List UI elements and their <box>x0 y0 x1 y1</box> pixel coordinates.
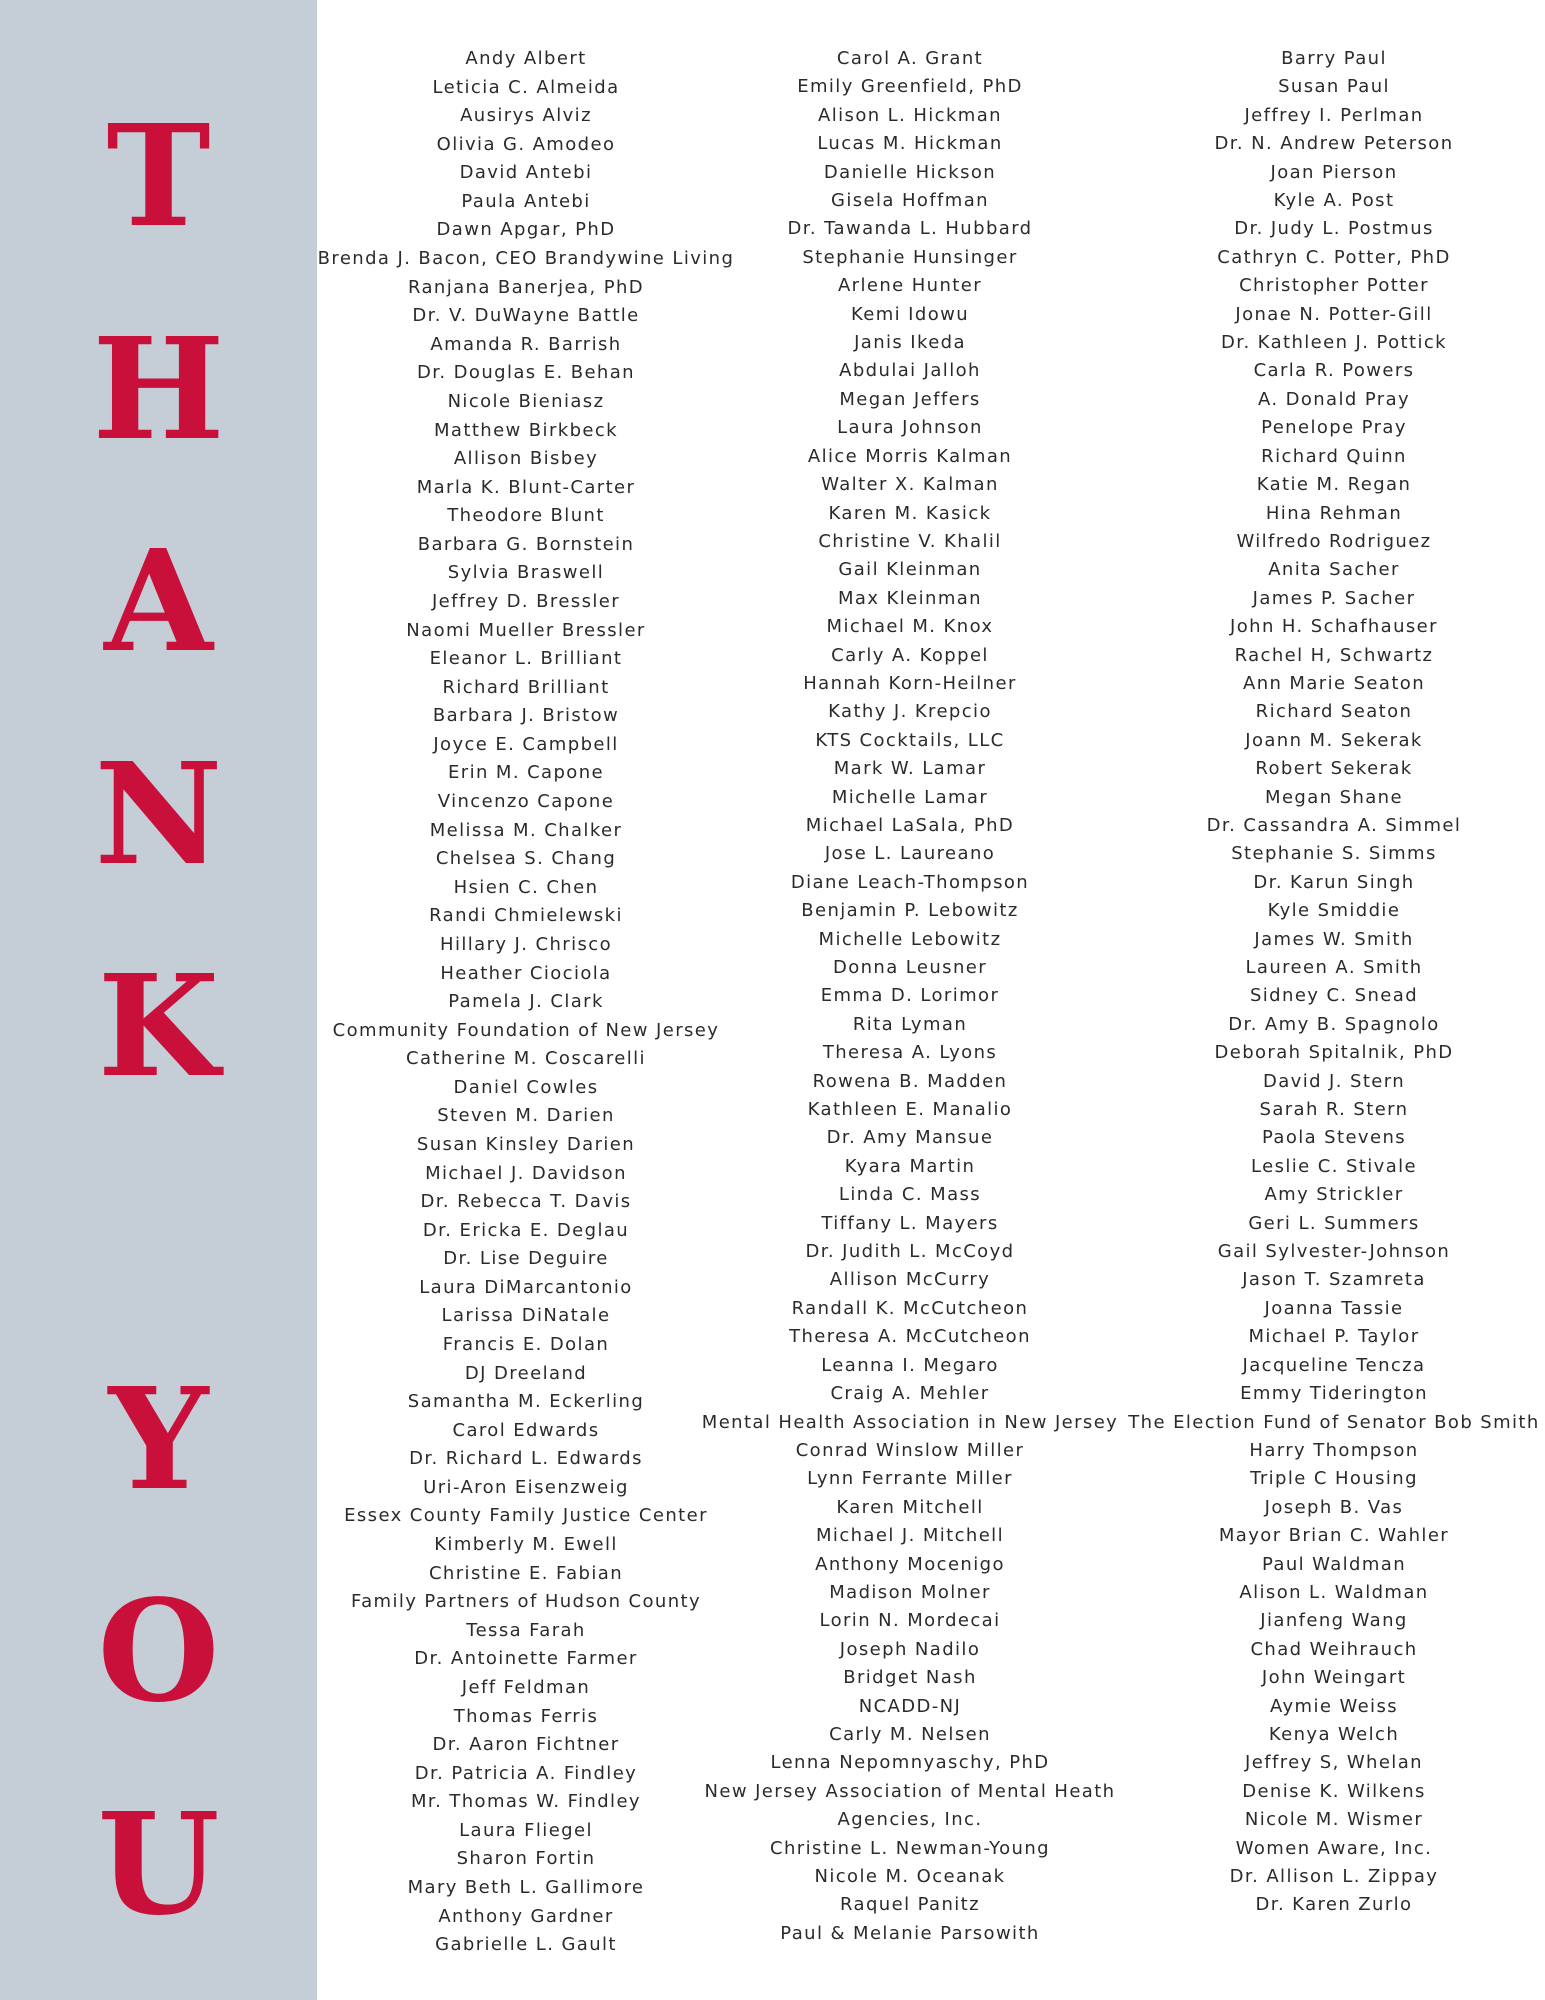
donor-name: Stephanie S. Simms <box>1231 843 1437 865</box>
donor-name: Aymie Weiss <box>1269 1695 1399 1717</box>
heading-letter-n: N <box>94 733 223 897</box>
donor-name: Larissa DiNatale <box>441 1305 611 1327</box>
donor-name: Vincenzo Capone <box>437 791 615 813</box>
donor-name: Dr. Rebecca T. Davis <box>420 1191 632 1213</box>
donor-name: Samantha M. Eckerling <box>407 1391 645 1413</box>
donor-name: Matthew Birkbeck <box>434 419 618 441</box>
donor-name: DJ Dreeland <box>464 1362 588 1384</box>
donor-name: Michael P. Taylor <box>1248 1326 1420 1348</box>
donor-name: Hillary J. Chrisco <box>440 933 612 955</box>
heading-letter-u: U <box>97 1783 220 1947</box>
heading-letter-o: O <box>97 1570 220 1734</box>
donor-name: Mayor Brian C. Wahler <box>1218 1525 1450 1547</box>
donor-name: Kenya Welch <box>1268 1723 1400 1745</box>
donor-name: Gail Kleinman <box>838 559 982 581</box>
donor-name: Rachel H, Schwartz <box>1234 644 1434 666</box>
donor-name: Jason T. Szamreta <box>1242 1269 1426 1291</box>
donor-name: Theresa A. McCutcheon <box>789 1326 1031 1348</box>
heading-letter-k: K <box>97 945 220 1109</box>
donor-name: Mark W. Lamar <box>833 758 987 780</box>
donor-name: Alison L. Waldman <box>1239 1581 1429 1603</box>
donor-name: Hsien C. Chen <box>453 876 599 898</box>
donor-name: Harry Thompson <box>1249 1439 1419 1461</box>
donor-name: Carla R. Powers <box>1253 360 1415 382</box>
donor-name: Karen M. Kasick <box>828 502 992 524</box>
donor-name: Arlene Hunter <box>837 275 983 297</box>
donor-name: Emily Greenfield, PhD <box>797 76 1023 98</box>
donor-name: Richard Quinn <box>1261 445 1407 467</box>
donor-name: The Election Fund of Senator Bob Smith <box>1128 1411 1540 1433</box>
donor-name: Emma D. Lorimor <box>820 985 1000 1007</box>
heading-letter-y: Y <box>108 1358 209 1522</box>
donor-name: Carol A. Grant <box>836 48 984 69</box>
donor-name: Richard Seaton <box>1255 701 1413 723</box>
donor-name: Theodore Blunt <box>447 505 605 527</box>
donor-name: Dr. Lise Deguire <box>443 1248 609 1270</box>
donor-name: Michelle Lebowitz <box>818 928 1002 950</box>
donor-name: KTS Cocktails, LLC <box>815 729 1005 751</box>
donor-name: Nicole M. Wismer <box>1244 1809 1424 1831</box>
donor-name: Walter X. Kalman <box>821 474 999 496</box>
donor-name: Randi Chmielewski <box>429 905 623 927</box>
donor-name: Denise K. Wilkens <box>1242 1780 1426 1802</box>
donor-name: Lorin N. Mordecai <box>819 1610 1001 1632</box>
donor-name: Theresa A. Lyons <box>822 1042 998 1064</box>
donor-name: Dr. Judith L. McCoyd <box>805 1241 1015 1263</box>
donor-name: Jeffrey D. Bressler <box>431 590 621 612</box>
donor-name: Ann Marie Seaton <box>1242 672 1426 694</box>
donor-name: Daniel Cowles <box>453 1076 599 1098</box>
donor-name: Rowena B. Madden <box>812 1070 1008 1092</box>
donor-name: Jacqueline Tencza <box>1242 1354 1426 1376</box>
donor-name: Carly M. Nelsen <box>829 1723 991 1745</box>
donor-list-column-2 <box>700 45 1120 1948</box>
donor-name: Brenda J. Bacon, CEO Brandywine Living <box>317 248 735 270</box>
donor-name: Wilfredo Rodriguez <box>1236 530 1432 552</box>
donor-name: Uri-Aron Eisenzweig <box>423 1476 629 1498</box>
donor-name: Michael M. Knox <box>826 616 994 638</box>
donor-name: Michelle Lamar <box>831 786 989 808</box>
donor-name: Gisela Hoffman <box>831 190 989 212</box>
donor-name: Randall K. McCutcheon <box>791 1297 1029 1319</box>
donor-name: Steven M. Darien <box>437 1105 615 1127</box>
donor-name: Joseph B. Vas <box>1264 1496 1404 1518</box>
donor-name: Laureen A. Smith <box>1245 957 1423 978</box>
donor-name: Craig A. Mehler <box>830 1383 990 1405</box>
donor-name: Nicole M. Oceanak <box>814 1866 1006 1887</box>
donor-name: Jianfeng Wang <box>1260 1610 1408 1632</box>
donor-name: Max Kleinman <box>838 587 982 609</box>
donor-name: Kyle Smiddie <box>1267 900 1401 922</box>
donor-name: Essex County Family Justice Center <box>344 1505 708 1527</box>
donor-name: Janis Ikeda <box>854 332 966 354</box>
donor-name: Michael LaSala, PhD <box>805 814 1015 836</box>
donor-name: Mental Health Association in New Jersey <box>701 1411 1119 1433</box>
donor-name: Alison L. Hickman <box>818 104 1002 126</box>
donor-name: Joanna Tassie <box>1264 1297 1404 1319</box>
donor-name: Christine E. Fabian <box>428 1562 624 1584</box>
donor-name: Kathleen E. Manalio <box>807 1099 1013 1121</box>
donor-name: Tiffany L. Mayers <box>821 1212 999 1234</box>
donor-name: Carly A. Koppel <box>831 644 989 666</box>
donor-name: Dr. Amy B. Spagnolo <box>1228 1013 1440 1035</box>
donor-name: Allison McCurry <box>829 1269 991 1291</box>
thank-you-sidebar <box>0 0 317 2000</box>
donor-name: John H. Schafhauser <box>1230 616 1438 638</box>
donor-name: Mr. Thomas W. Findley <box>411 1791 641 1813</box>
donor-name: Susan Paul <box>1278 76 1390 98</box>
donor-name: Donna Leusner <box>832 957 988 978</box>
donor-name: Gabrielle L. Gault <box>435 1934 617 1956</box>
donor-name: Emmy Tiderington <box>1240 1383 1428 1405</box>
donor-name: Cathryn C. Potter, PhD <box>1217 246 1451 268</box>
donor-name: Tessa Farah <box>466 1619 586 1641</box>
donor-name: Family Partners of Hudson County <box>350 1591 702 1613</box>
donor-name: Rita Lyman <box>852 1013 968 1035</box>
donor-name: Eleanor L. Brilliant <box>429 648 623 670</box>
donor-name: Jeffrey S, Whelan <box>1245 1752 1423 1774</box>
donor-name: Geri L. Summers <box>1248 1212 1420 1234</box>
donor-name: Community Foundation of New Jersey <box>332 1019 720 1041</box>
donor-name: Dr. Richard L. Edwards <box>409 1448 643 1470</box>
donor-name: Danielle Hickson <box>823 161 997 183</box>
donor-name: Dr. Tawanda L. Hubbard <box>787 218 1033 240</box>
donor-name: Karen Mitchell <box>836 1496 984 1518</box>
donor-name: Ausirys Alviz <box>460 105 592 127</box>
donor-name: Amanda R. Barrish <box>430 333 622 355</box>
donor-name: A. Donald Pray <box>1257 388 1411 410</box>
donor-name: Dr. Patricia A. Findley <box>414 1762 638 1784</box>
donor-name: Dr. Karun Singh <box>1253 871 1415 893</box>
donor-name: Dr. Cassandra A. Simmel <box>1206 814 1462 836</box>
donor-name: Agencies, Inc. <box>837 1809 983 1831</box>
donor-name: Deborah Spitalnik, PhD <box>1214 1042 1454 1064</box>
donor-name: Mary Beth L. Gallimore <box>407 1877 645 1898</box>
donor-name: Dr. Ericka E. Deglau <box>422 1219 630 1241</box>
donor-name: Susan Kinsley Darien <box>416 1133 636 1155</box>
donor-name: Conrad Winslow Miller <box>795 1439 1025 1461</box>
donor-name: Amy Strickler <box>1264 1184 1404 1206</box>
donor-name: Naomi Mueller Bressler <box>406 619 646 641</box>
donor-list-column-3 <box>1125 45 1543 1920</box>
donor-name: NCADD-NJ <box>858 1695 962 1717</box>
donor-name: Joseph Nadilo <box>839 1638 981 1660</box>
donor-name: Women Aware, Inc. <box>1235 1837 1433 1859</box>
donor-name: Chad Weihrauch <box>1250 1638 1418 1660</box>
donor-name: Andy Albert <box>465 48 587 69</box>
donor-name: Dr. N. Andrew Peterson <box>1214 133 1454 155</box>
donor-name: Triple C Housing <box>1250 1468 1418 1490</box>
donor-name: Paul & Melanie Parsowith <box>780 1922 1040 1944</box>
donor-name: Linda C. Mass <box>838 1184 982 1206</box>
donor-name: Joyce E. Campbell <box>433 733 619 755</box>
donor-name: Christopher Potter <box>1239 275 1429 297</box>
donor-name: Sarah R. Stern <box>1259 1099 1409 1121</box>
donor-name: Katie M. Regan <box>1256 474 1412 496</box>
donor-name: Jeffrey I. Perlman <box>1244 104 1424 126</box>
donor-name: Stephanie Hunsinger <box>802 246 1018 268</box>
donor-name: Michael J. Mitchell <box>816 1525 1004 1547</box>
donor-name: Robert Sekerak <box>1255 758 1413 780</box>
donor-name: Barbara G. Bornstein <box>417 533 635 555</box>
donor-name: Anthony Mocenigo <box>815 1553 1005 1575</box>
donor-name: Joann M. Sekerak <box>1245 729 1423 751</box>
donor-name: Kyara Martin <box>844 1155 976 1177</box>
donor-name: Barry Paul <box>1281 48 1387 69</box>
donor-name: Madison Molner <box>829 1581 991 1603</box>
donor-name: James P. Sacher <box>1252 587 1416 609</box>
donor-name: Olivia G. Amodeo <box>436 133 616 155</box>
donor-name: Dawn Apgar, PhD <box>436 219 616 241</box>
donor-name: Lenna Nepomnyaschy, PhD <box>770 1752 1050 1774</box>
donor-list-column-1 <box>317 45 735 1960</box>
donor-name: New Jersey Association of Mental Heath <box>704 1780 1116 1802</box>
donor-name: Ranjana Banerjea, PhD <box>407 276 645 298</box>
donor-name: Barbara J. Bristow <box>432 705 620 727</box>
donor-name: Raquel Panitz <box>840 1894 980 1916</box>
donor-name: Christine L. Newman-Young <box>770 1837 1050 1859</box>
donor-name: Marla K. Blunt-Carter <box>416 476 636 498</box>
donor-name: Erin M. Capone <box>448 762 604 784</box>
donor-name: David J. Stern <box>1262 1070 1406 1092</box>
donor-name: John Weingart <box>1261 1667 1407 1689</box>
donor-name: Gail Sylvester-Johnson <box>1217 1241 1451 1263</box>
donor-name: Sylvia Braswell <box>447 562 605 584</box>
donor-name: Dr. Antoinette Farmer <box>414 1648 638 1670</box>
donor-name: Paola Stevens <box>1261 1127 1407 1149</box>
donor-name: Dr. Allison L. Zippay <box>1229 1866 1439 1887</box>
heading-letter-t: T <box>106 95 211 259</box>
donor-name: Allison Bisbey <box>453 448 599 470</box>
donor-name: Jonae N. Potter-Gill <box>1235 303 1433 325</box>
donor-name: Catherine M. Coscarelli <box>406 1048 646 1070</box>
donor-name: Dr. V. DuWayne Battle <box>412 305 640 327</box>
donor-name: Dr. Judy L. Postmus <box>1234 218 1434 240</box>
donor-name: Lynn Ferrante Miller <box>807 1468 1013 1490</box>
donor-name: Abdulai Jalloh <box>839 360 981 382</box>
donor-name: Joan Pierson <box>1270 161 1398 183</box>
donor-name: Jose L. Laureano <box>824 843 996 865</box>
donor-name: Leanna I. Megaro <box>821 1354 999 1376</box>
donor-name: Paula Antebi <box>461 190 591 212</box>
donor-name: Pamela J. Clark <box>448 991 604 1013</box>
donor-name: Richard Brilliant <box>442 676 610 698</box>
donor-name: Bridget Nash <box>843 1667 977 1689</box>
donor-name: Megan Shane <box>1265 786 1403 808</box>
donor-name: Laura Johnson <box>837 417 983 439</box>
donor-name: Benjamin P. Lebowitz <box>801 900 1019 922</box>
donor-name: Nicole Bieniasz <box>447 390 605 412</box>
donor-name: Anthony Gardner <box>438 1905 614 1927</box>
donor-name: Heather Ciociola <box>440 962 612 984</box>
donor-name: Michael J. Davidson <box>425 1162 627 1184</box>
donor-name: Kemi Idowu <box>850 303 970 325</box>
donor-name: Sharon Fortin <box>456 1848 596 1870</box>
donor-name: Dr. Amy Mansue <box>826 1127 994 1149</box>
donor-name: Melissa M. Chalker <box>429 819 623 841</box>
donor-name: Laura DiMarcantonio <box>419 1276 633 1298</box>
donor-name: Leticia C. Almeida <box>432 76 620 98</box>
donor-name: Megan Jeffers <box>839 388 981 410</box>
donor-name: Paul Waldman <box>1261 1553 1407 1575</box>
donor-name: Kyle A. Post <box>1273 190 1395 212</box>
donor-name: Hina Rehman <box>1265 502 1403 524</box>
donor-name: Chelsea S. Chang <box>435 848 617 870</box>
donor-name: Kimberly M. Ewell <box>434 1534 618 1556</box>
heading-letter-a: A <box>104 520 213 684</box>
donor-name: Dr. Douglas E. Behan <box>417 362 635 384</box>
donor-name: David Antebi <box>459 162 593 184</box>
donor-name: Carol Edwards <box>452 1419 600 1441</box>
donor-name: Alice Morris Kalman <box>807 445 1013 467</box>
donor-name: Dr. Karen Zurlo <box>1255 1894 1413 1916</box>
donor-name: Thomas Ferris <box>453 1705 599 1727</box>
donor-name: Christine V. Khalil <box>818 530 1002 552</box>
donor-name: Dr. Kathleen J. Pottick <box>1221 332 1447 354</box>
donor-name: Laura Fliegel <box>459 1819 593 1841</box>
donor-name: James W. Smith <box>1254 928 1414 950</box>
donor-name: Diane Leach-Thompson <box>790 871 1030 893</box>
donor-name: Kathy J. Krepcio <box>828 701 992 723</box>
donor-name: Jeff Feldman <box>461 1676 591 1698</box>
heading-letter-h: H <box>92 308 225 472</box>
donor-name: Dr. Aaron Fichtner <box>432 1734 620 1756</box>
donor-name: Lucas M. Hickman <box>817 133 1003 155</box>
donor-name: Francis E. Dolan <box>442 1334 610 1356</box>
donor-name: Penelope Pray <box>1261 417 1407 439</box>
donor-name: Sidney C. Snead <box>1249 985 1419 1007</box>
donor-name: Anita Sacher <box>1268 559 1400 581</box>
donor-name: Hannah Korn-Heilner <box>803 672 1017 694</box>
donor-name: Leslie C. Stivale <box>1250 1155 1418 1177</box>
